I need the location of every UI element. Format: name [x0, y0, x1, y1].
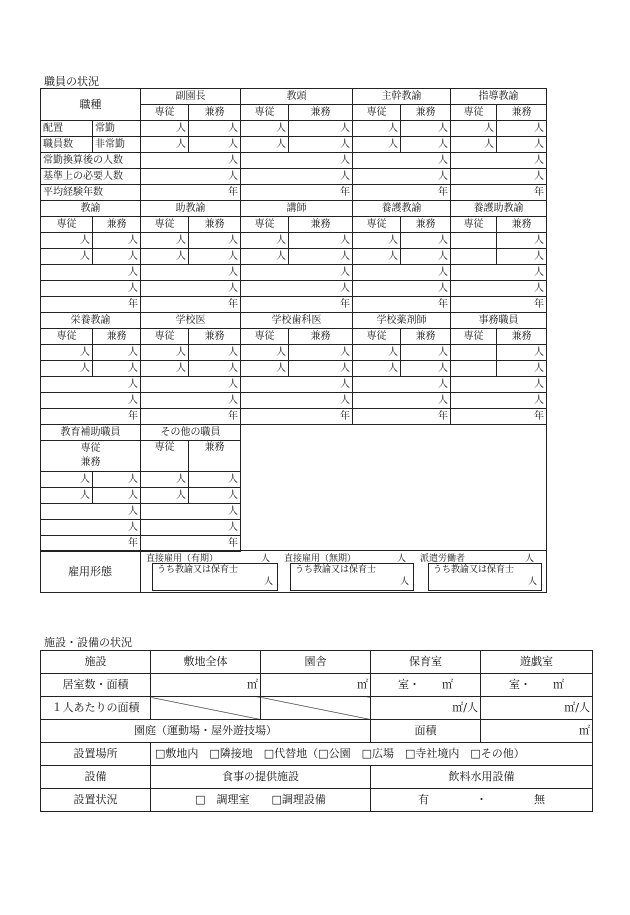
- parttime-header: 兼務: [497, 329, 547, 345]
- count-cell[interactable]: 人: [141, 281, 241, 297]
- meal-facility-header: 食事の提供施設: [151, 766, 371, 789]
- count-cell[interactable]: 人: [41, 281, 141, 297]
- years-cell[interactable]: 年: [451, 185, 547, 201]
- count-cell[interactable]: 人: [41, 520, 141, 536]
- count-cell[interactable]: 人: [189, 249, 241, 265]
- years-cell[interactable]: 年: [141, 536, 241, 552]
- direct-unfixed-teacher-box[interactable]: [290, 563, 414, 591]
- per-person-label: １人あたりの面積: [41, 697, 151, 720]
- unit-m2: ㎡: [553, 678, 564, 691]
- count-cell[interactable]: 人: [289, 345, 353, 361]
- unit-room: 室・: [398, 678, 420, 691]
- count-cell[interactable]: 人: [41, 488, 93, 504]
- fulltime-header: 専従: [41, 217, 93, 233]
- count-cell[interactable]: 人: [451, 377, 547, 393]
- count-cell[interactable]: 人: [353, 121, 401, 137]
- role-header: 副園長: [141, 89, 241, 105]
- role-header: 栄養教諭: [41, 313, 141, 329]
- converted-label: 常勤換算後の人数: [41, 153, 141, 169]
- location-label: 設置場所: [41, 743, 151, 766]
- count-cell[interactable]: 人: [401, 121, 451, 137]
- employment-label: 雇用形態: [40, 550, 141, 592]
- count-cell[interactable]: 人: [141, 153, 241, 169]
- count-cell[interactable]: 人: [353, 265, 451, 281]
- staff-table-block2: [40, 200, 547, 313]
- playroom-per-person-cell[interactable]: ㎡/人: [481, 697, 593, 720]
- count-cell[interactable]: 人: [401, 249, 451, 265]
- site-per-person-na: [151, 697, 261, 720]
- years-cell[interactable]: 年: [41, 536, 141, 552]
- staff-table-block3: [40, 312, 547, 425]
- parttime-header: 兼務: [289, 217, 353, 233]
- count-cell[interactable]: 人: [289, 137, 353, 153]
- count-cell[interactable]: 人: [241, 233, 289, 249]
- count-cell[interactable]: 人: [41, 504, 141, 520]
- role-header: 学校医: [141, 313, 241, 329]
- fulltime-header: 専従: [353, 329, 401, 345]
- count-cell[interactable]: 人: [189, 233, 241, 249]
- facility-header: 施設: [41, 651, 151, 674]
- unit-person: 人: [524, 554, 534, 564]
- count-cell[interactable]: 人: [141, 520, 241, 536]
- fulltime-header: 専従: [141, 105, 189, 121]
- count-cell[interactable]: 人: [41, 393, 141, 409]
- count-cell[interactable]: 人: [353, 137, 401, 153]
- status-label: 設置状況: [41, 789, 151, 812]
- fulltime-header: 専従: [241, 329, 289, 345]
- count-cell[interactable]: 人: [353, 393, 451, 409]
- site-area-cell[interactable]: ㎡: [151, 674, 261, 697]
- count-cell[interactable]: 人: [189, 472, 241, 488]
- role-header: 指導教諭: [451, 89, 547, 105]
- parttime-header: 兼務: [189, 441, 241, 472]
- count-cell[interactable]: 人: [93, 488, 141, 504]
- count-cell[interactable]: 人: [451, 169, 547, 185]
- count-cell[interactable]: 人: [141, 345, 189, 361]
- count-cell[interactable]: 人: [451, 153, 547, 169]
- count-cell[interactable]: 人: [353, 281, 451, 297]
- count-cell[interactable]: 人: [141, 377, 241, 393]
- nonregular-label: 非常勤: [93, 137, 141, 153]
- count-cell[interactable]: 人: [451, 265, 547, 281]
- count-cell[interactable]: 人: [93, 472, 141, 488]
- fulltime-header: 専従: [241, 105, 289, 121]
- count-cell[interactable]: 人: [497, 233, 547, 249]
- count-cell[interactable]: 人: [241, 137, 289, 153]
- count-cell[interactable]: 人: [451, 121, 497, 137]
- count-cell[interactable]: 人: [353, 345, 401, 361]
- building-per-person-na: [261, 697, 371, 720]
- count-cell[interactable]: [451, 345, 497, 361]
- count-cell[interactable]: 人: [241, 361, 289, 377]
- fulltime-header: 専従: [451, 217, 497, 233]
- fulltime-header: 専従: [241, 217, 289, 233]
- count-cell[interactable]: 人: [141, 169, 241, 185]
- separator-dot: ・: [476, 793, 487, 806]
- years-cell[interactable]: 年: [353, 185, 451, 201]
- years-cell[interactable]: 年: [141, 409, 241, 425]
- water-facility-header: 飲料水用設備: [371, 766, 593, 789]
- garden-area-cell[interactable]: ㎡: [481, 720, 593, 743]
- years-cell[interactable]: 年: [451, 409, 547, 425]
- parttime-header: 兼務: [93, 217, 141, 233]
- count-cell[interactable]: 人: [401, 233, 451, 249]
- count-cell[interactable]: 人: [451, 281, 547, 297]
- role-header: 講師: [241, 201, 353, 217]
- count-cell[interactable]: 人: [353, 377, 451, 393]
- count-cell[interactable]: 人: [497, 249, 547, 265]
- parttime-header: 兼務: [401, 329, 451, 345]
- staff-count-label: 職員数: [41, 137, 93, 153]
- count-cell[interactable]: 人: [497, 121, 547, 137]
- count-cell[interactable]: 人: [289, 361, 353, 377]
- count-cell[interactable]: 人: [241, 153, 353, 169]
- parttime-header: 兼務: [289, 329, 353, 345]
- count-cell[interactable]: 人: [141, 265, 241, 281]
- garden-area-label: 面積: [371, 720, 481, 743]
- parttime-header: 兼務: [93, 329, 141, 345]
- years-cell[interactable]: 年: [241, 185, 353, 201]
- unit-room: 室・: [509, 678, 531, 691]
- unit-person: 人: [396, 554, 406, 564]
- fulltime-header: 専従: [141, 329, 189, 345]
- count-cell[interactable]: 人: [189, 488, 241, 504]
- years-cell[interactable]: 年: [451, 297, 547, 313]
- staff-section-title: 職員の状況: [44, 75, 99, 88]
- yes-option[interactable]: 有: [418, 793, 429, 806]
- staff-table-block4: [40, 424, 241, 552]
- role-header: 教頭: [241, 89, 353, 105]
- direct-unfixed-text: 直接雇用（無期）: [284, 554, 357, 564]
- count-cell[interactable]: 人: [141, 233, 189, 249]
- count-cell[interactable]: 人: [353, 361, 401, 377]
- count-cell[interactable]: 人: [241, 345, 289, 361]
- unit-person: 人: [399, 577, 409, 587]
- playroom-header: 遊戯室: [481, 651, 593, 674]
- equipment-label: 設備: [41, 766, 151, 789]
- count-cell[interactable]: 人: [93, 345, 141, 361]
- nursery-rooms-cell[interactable]: [371, 674, 481, 697]
- count-cell[interactable]: 人: [401, 137, 451, 153]
- count-cell[interactable]: 人: [353, 233, 401, 249]
- fulltime-header: 専従: [353, 105, 401, 121]
- facility-section-title: 施設・設備の状況: [44, 636, 132, 649]
- parttime-header: 兼務: [497, 217, 547, 233]
- count-cell[interactable]: 人: [141, 249, 189, 265]
- count-cell[interactable]: 人: [141, 504, 241, 520]
- parttime-header: 兼務: [497, 105, 547, 121]
- facility-table: [40, 650, 593, 812]
- count-cell[interactable]: [451, 361, 497, 377]
- years-cell[interactable]: 年: [241, 297, 353, 313]
- unit-person: 人: [260, 554, 270, 564]
- site-header: 敷地全体: [151, 651, 261, 674]
- no-option[interactable]: 無: [534, 793, 545, 806]
- dispatch-teacher-box[interactable]: [428, 563, 542, 591]
- count-cell[interactable]: 人: [141, 472, 189, 488]
- count-cell[interactable]: 人: [141, 121, 189, 137]
- role-header: 主幹教諭: [353, 89, 451, 105]
- rooms-area-label: 居室数・面積: [41, 674, 151, 697]
- direct-fixed-text: 直接雇用（有期）: [146, 554, 219, 564]
- role-header: 教諭: [41, 201, 141, 217]
- role-header: 事務職員: [451, 313, 547, 329]
- fulltime-header: 専従: [451, 105, 497, 121]
- years-cell[interactable]: 年: [41, 409, 141, 425]
- count-cell[interactable]: 人: [189, 361, 241, 377]
- role-header: 学校歯科医: [241, 313, 353, 329]
- fulltime-header: 専従: [141, 217, 189, 233]
- playroom-rooms-cell[interactable]: [481, 674, 593, 697]
- count-cell[interactable]: 人: [41, 472, 93, 488]
- count-cell[interactable]: 人: [353, 169, 451, 185]
- count-cell[interactable]: 人: [241, 281, 353, 297]
- count-cell[interactable]: 人: [241, 377, 353, 393]
- count-cell[interactable]: 人: [241, 121, 289, 137]
- count-cell[interactable]: 人: [289, 233, 353, 249]
- years-cell[interactable]: 年: [353, 409, 451, 425]
- role-header: 養護教諭: [353, 201, 451, 217]
- fulltime-header: 専従: [41, 329, 93, 345]
- count-cell[interactable]: 人: [451, 393, 547, 409]
- nursery-room-header: 保育室: [371, 651, 481, 674]
- fulltime-parttime-header: 専従 兼務: [41, 441, 141, 472]
- required-label: 基準上の必要人数: [41, 169, 141, 185]
- count-cell[interactable]: 人: [41, 233, 93, 249]
- role-header: その他の職員: [141, 425, 241, 441]
- count-cell[interactable]: 人: [241, 393, 353, 409]
- count-cell[interactable]: 人: [241, 265, 353, 281]
- parttime-header: 兼務: [401, 217, 451, 233]
- count-cell[interactable]: 人: [41, 249, 93, 265]
- role-header: 教育補助職員: [41, 425, 141, 441]
- parttime-header: 兼務: [189, 329, 241, 345]
- count-cell[interactable]: 人: [401, 345, 451, 361]
- years-cell[interactable]: 年: [41, 297, 141, 313]
- count-cell[interactable]: 人: [189, 137, 241, 153]
- fulltime-header: 専従: [451, 329, 497, 345]
- count-cell[interactable]: 人: [41, 377, 141, 393]
- nursery-per-person-cell[interactable]: ㎡/人: [371, 697, 481, 720]
- parttime-header: 兼務: [189, 105, 241, 121]
- unit-m2: ㎡: [442, 678, 453, 691]
- count-cell[interactable]: 人: [41, 361, 93, 377]
- regular-label: 常勤: [93, 121, 141, 137]
- count-cell[interactable]: 人: [93, 233, 141, 249]
- staff-table-block1: [40, 88, 547, 201]
- count-cell[interactable]: 人: [93, 249, 141, 265]
- meal-options[interactable]: □ 調理室 □調理設備: [151, 789, 371, 812]
- count-cell[interactable]: 人: [353, 249, 401, 265]
- of-which-label: うち教諭又は保育士: [295, 565, 377, 575]
- count-cell[interactable]: 人: [451, 137, 497, 153]
- occupation-header: 職種: [41, 89, 141, 121]
- count-cell[interactable]: 人: [141, 393, 241, 409]
- of-which-label: うち教諭又は保育士: [433, 565, 515, 575]
- parttime-header: 兼務: [189, 217, 241, 233]
- fulltime-header: 専従: [141, 441, 189, 472]
- count-cell[interactable]: 人: [353, 153, 451, 169]
- count-cell[interactable]: 人: [497, 137, 547, 153]
- count-cell[interactable]: [451, 249, 497, 265]
- garden-label: 園庭（運動場・屋外遊技場）: [41, 720, 371, 743]
- of-which-label: うち教諭又は保育士: [157, 565, 239, 575]
- count-cell[interactable]: 人: [497, 345, 547, 361]
- avg-years-label: 平均経験年数: [41, 185, 141, 201]
- parttime-header: 兼務: [289, 105, 353, 121]
- count-cell[interactable]: 人: [189, 121, 241, 137]
- role-header: 養護助教諭: [451, 201, 547, 217]
- count-cell[interactable]: [451, 233, 497, 249]
- direct-fixed-teacher-box[interactable]: [152, 563, 278, 591]
- placement-label: 配置: [41, 121, 93, 137]
- fulltime-header: 専従: [353, 217, 401, 233]
- building-area-cell[interactable]: ㎡: [261, 674, 371, 697]
- years-cell[interactable]: 年: [141, 297, 241, 313]
- count-cell[interactable]: 人: [141, 361, 189, 377]
- count-cell[interactable]: 人: [401, 361, 451, 377]
- location-options[interactable]: □敷地内 □隣接地 □代替地（□公園 □広場 □寺社境内 □その他）: [151, 743, 593, 766]
- role-header: 学校薬剤師: [353, 313, 451, 329]
- count-cell[interactable]: 人: [141, 488, 189, 504]
- role-header: 助教諭: [141, 201, 241, 217]
- water-yes-no[interactable]: [371, 789, 593, 812]
- count-cell[interactable]: 人: [289, 249, 353, 265]
- count-cell[interactable]: 人: [41, 345, 93, 361]
- building-header: 園舎: [261, 651, 371, 674]
- parttime-header: 兼務: [401, 105, 451, 121]
- dispatch-text: 派遣労働者: [420, 554, 466, 564]
- count-cell[interactable]: 人: [289, 121, 353, 137]
- years-cell[interactable]: 年: [141, 185, 241, 201]
- count-cell[interactable]: 人: [241, 249, 289, 265]
- count-cell[interactable]: 人: [189, 345, 241, 361]
- count-cell[interactable]: 人: [41, 265, 141, 281]
- count-cell[interactable]: 人: [93, 361, 141, 377]
- count-cell[interactable]: 人: [241, 169, 353, 185]
- unit-person: 人: [527, 577, 537, 587]
- count-cell[interactable]: 人: [497, 361, 547, 377]
- years-cell[interactable]: 年: [241, 409, 353, 425]
- count-cell[interactable]: 人: [141, 137, 189, 153]
- years-cell[interactable]: 年: [353, 297, 451, 313]
- unit-person: 人: [263, 577, 273, 587]
